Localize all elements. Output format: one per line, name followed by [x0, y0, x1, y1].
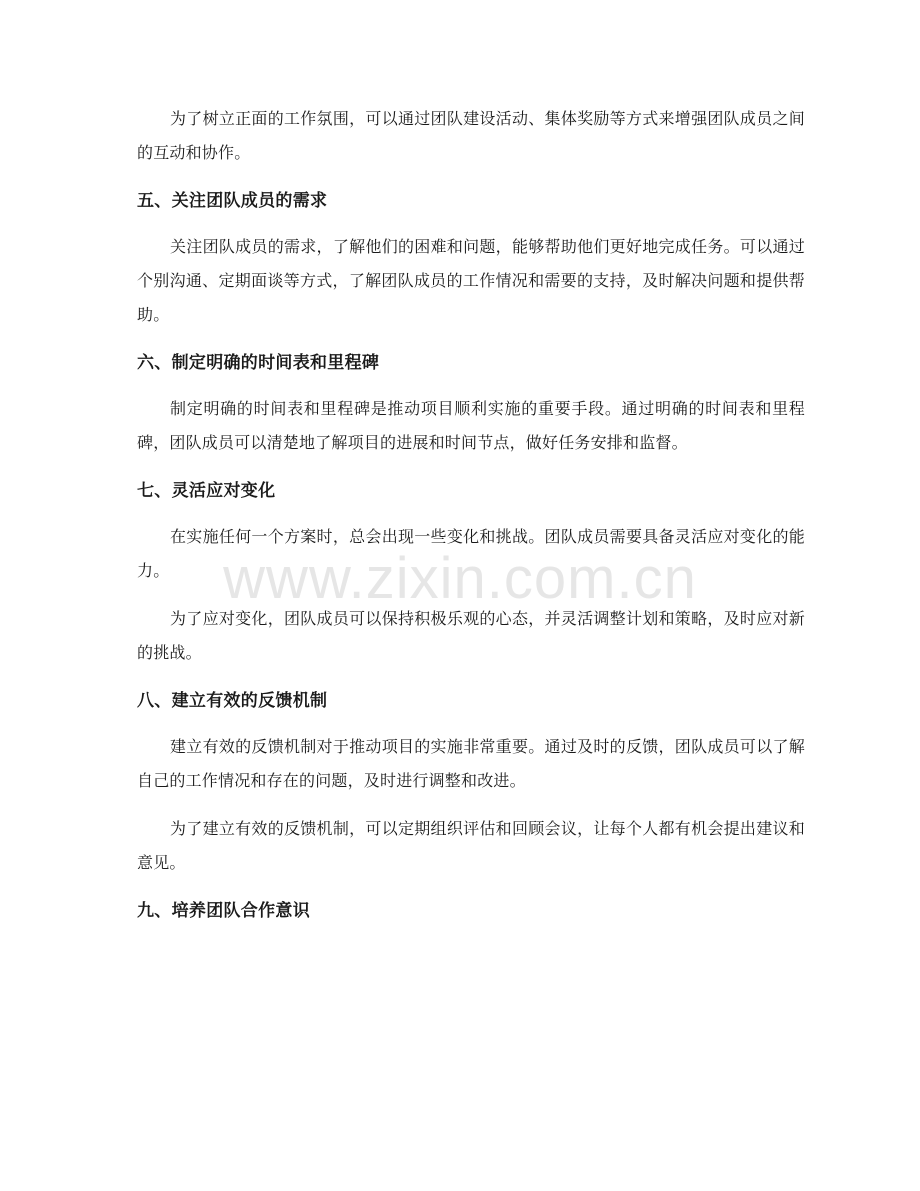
- section-heading-7: 七、灵活应对变化: [137, 481, 276, 501]
- watermark: www.zixin.com.cn: [223, 546, 697, 611]
- section-heading-5: 五、关注团队成员的需求: [137, 191, 328, 211]
- document-body: [137, 102, 805, 940]
- paragraph-member-needs: 关注团队成员的需求，了解他们的困难和问题，能够帮助他们更好地完成任务。可以通过个别沟通、定期面谈等方式，了解团队成员的工作情况和需要的支持，及时解决问题和提供帮助。: [137, 237, 805, 324]
- section-heading-9: 九、培养团队合作意识: [137, 901, 310, 921]
- section-heading-8: 八、建立有效的反馈机制: [137, 691, 328, 711]
- paragraph-team-atmosphere: 为了树立正面的工作氛围，可以通过团队建设活动、集体奖励等方式来增强团队成员之间的互动和协作。: [137, 109, 805, 162]
- paragraph-feedback-1: 建立有效的反馈机制对于推动项目的实施非常重要。通过及时的反馈，团队成员可以了解自己的工作情况和存在的问题，及时进行调整和改进。: [137, 737, 805, 790]
- paragraph-change-2: 为了应对变化，团队成员可以保持积极乐观的心态，并灵活调整计划和策略，及时应对新的挑战。: [137, 609, 805, 662]
- paragraph-change-1: 在实施任何一个方案时，总会出现一些变化和挑战。团队成员需要具备灵活应对变化的能力。: [137, 527, 805, 580]
- section-heading-6: 六、制定明确的时间表和里程碑: [137, 353, 380, 373]
- paragraph-feedback-2: 为了建立有效的反馈机制，可以定期组织评估和回顾会议，让每个人都有机会提出建议和意见。: [137, 819, 805, 872]
- paragraph-timeline: 制定明确的时间表和里程碑是推动项目顺利实施的重要手段。通过明确的时间表和里程碑，团队成员可以清楚地了解项目的进展和时间节点，做好任务安排和监督。: [137, 399, 805, 452]
